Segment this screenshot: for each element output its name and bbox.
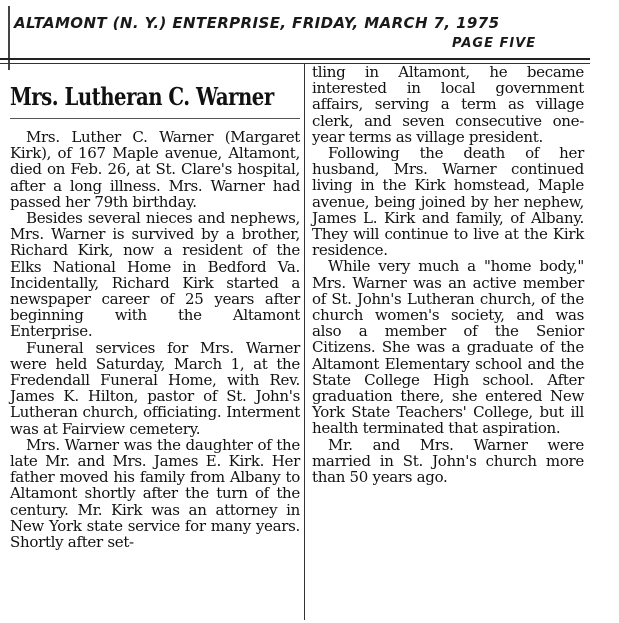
page-number-label: PAGE FIVE [452, 36, 537, 51]
headline-rule [10, 118, 300, 119]
article-paragraph: While very much a "home body," Mrs. Warner was an active member of St. John's Lutheran church, of the church women's society, and was also a member of the Senior Citizens. She was a graduate of the Altamont Elementary school and the State College High school. After graduation there, she entered New York State Teachers' College, but ill health terminated that aspiration. [312, 257, 584, 438]
left-border-rule [8, 6, 10, 70]
masthead-rule [0, 58, 590, 60]
article-paragraph: tling in Altamont, he became interested in local government affairs, serving a term as village clerk, and seven consecutive one-year terms as village president. [312, 63, 584, 146]
article-paragraph: Mr. and Mrs. Warner were married in St. John's church more than 50 years ago. [312, 435, 584, 487]
article-headline: Mrs. Lutheran C. Warner [10, 82, 274, 111]
article-right-column [312, 64, 584, 485]
article-paragraph: Besides several nieces and nephews, Mrs. Warner is survived by a brother, Richard Kirk, now a resident of the Elks National Home in Bedford Va. Incidentally, Richard Kirk started a newspaper career of 25 years after beginning with the Altamont Enterprise. [10, 209, 300, 341]
article-paragraph: Mrs. Luther C. Warner (Margaret Kirk), of 167 Maple avenue, Altamont, died on Feb. 26, at St. Clare's hospital, after a long illness. Mrs. Warner had passed her 79th birthday. [10, 128, 300, 211]
article-paragraph: Mrs. Warner was the daughter of the late Mr. and Mrs. James E. Kirk. Her father moved his family from Albany to Altamont shortly after the turn of the century. Mr. Kirk was an attorney in New York state service for many years. Shortly after set- [10, 435, 300, 552]
article-paragraph: Funeral services for Mrs. Warner were held Saturday, March 1, at the Fredendall Funeral Home, with Rev. James K. Hilton, pastor of St. John's Lutheran church, officiating. Interment was at Fairview cemetery. [10, 338, 300, 438]
masthead-line: ALTAMONT (N. Y.) ENTERPRISE, FRIDAY, MARCH 7, 1975 [14, 14, 500, 32]
article-left-column [10, 80, 300, 550]
article-paragraph: Following the death of her husband, Mrs. Warner continued living in the Kirk homstead, Maple avenue, being joined by her nephew, James L. Kirk and family, of Albany. They will continue to live at the Kirk residence. [312, 144, 584, 260]
column-separator [304, 64, 305, 620]
